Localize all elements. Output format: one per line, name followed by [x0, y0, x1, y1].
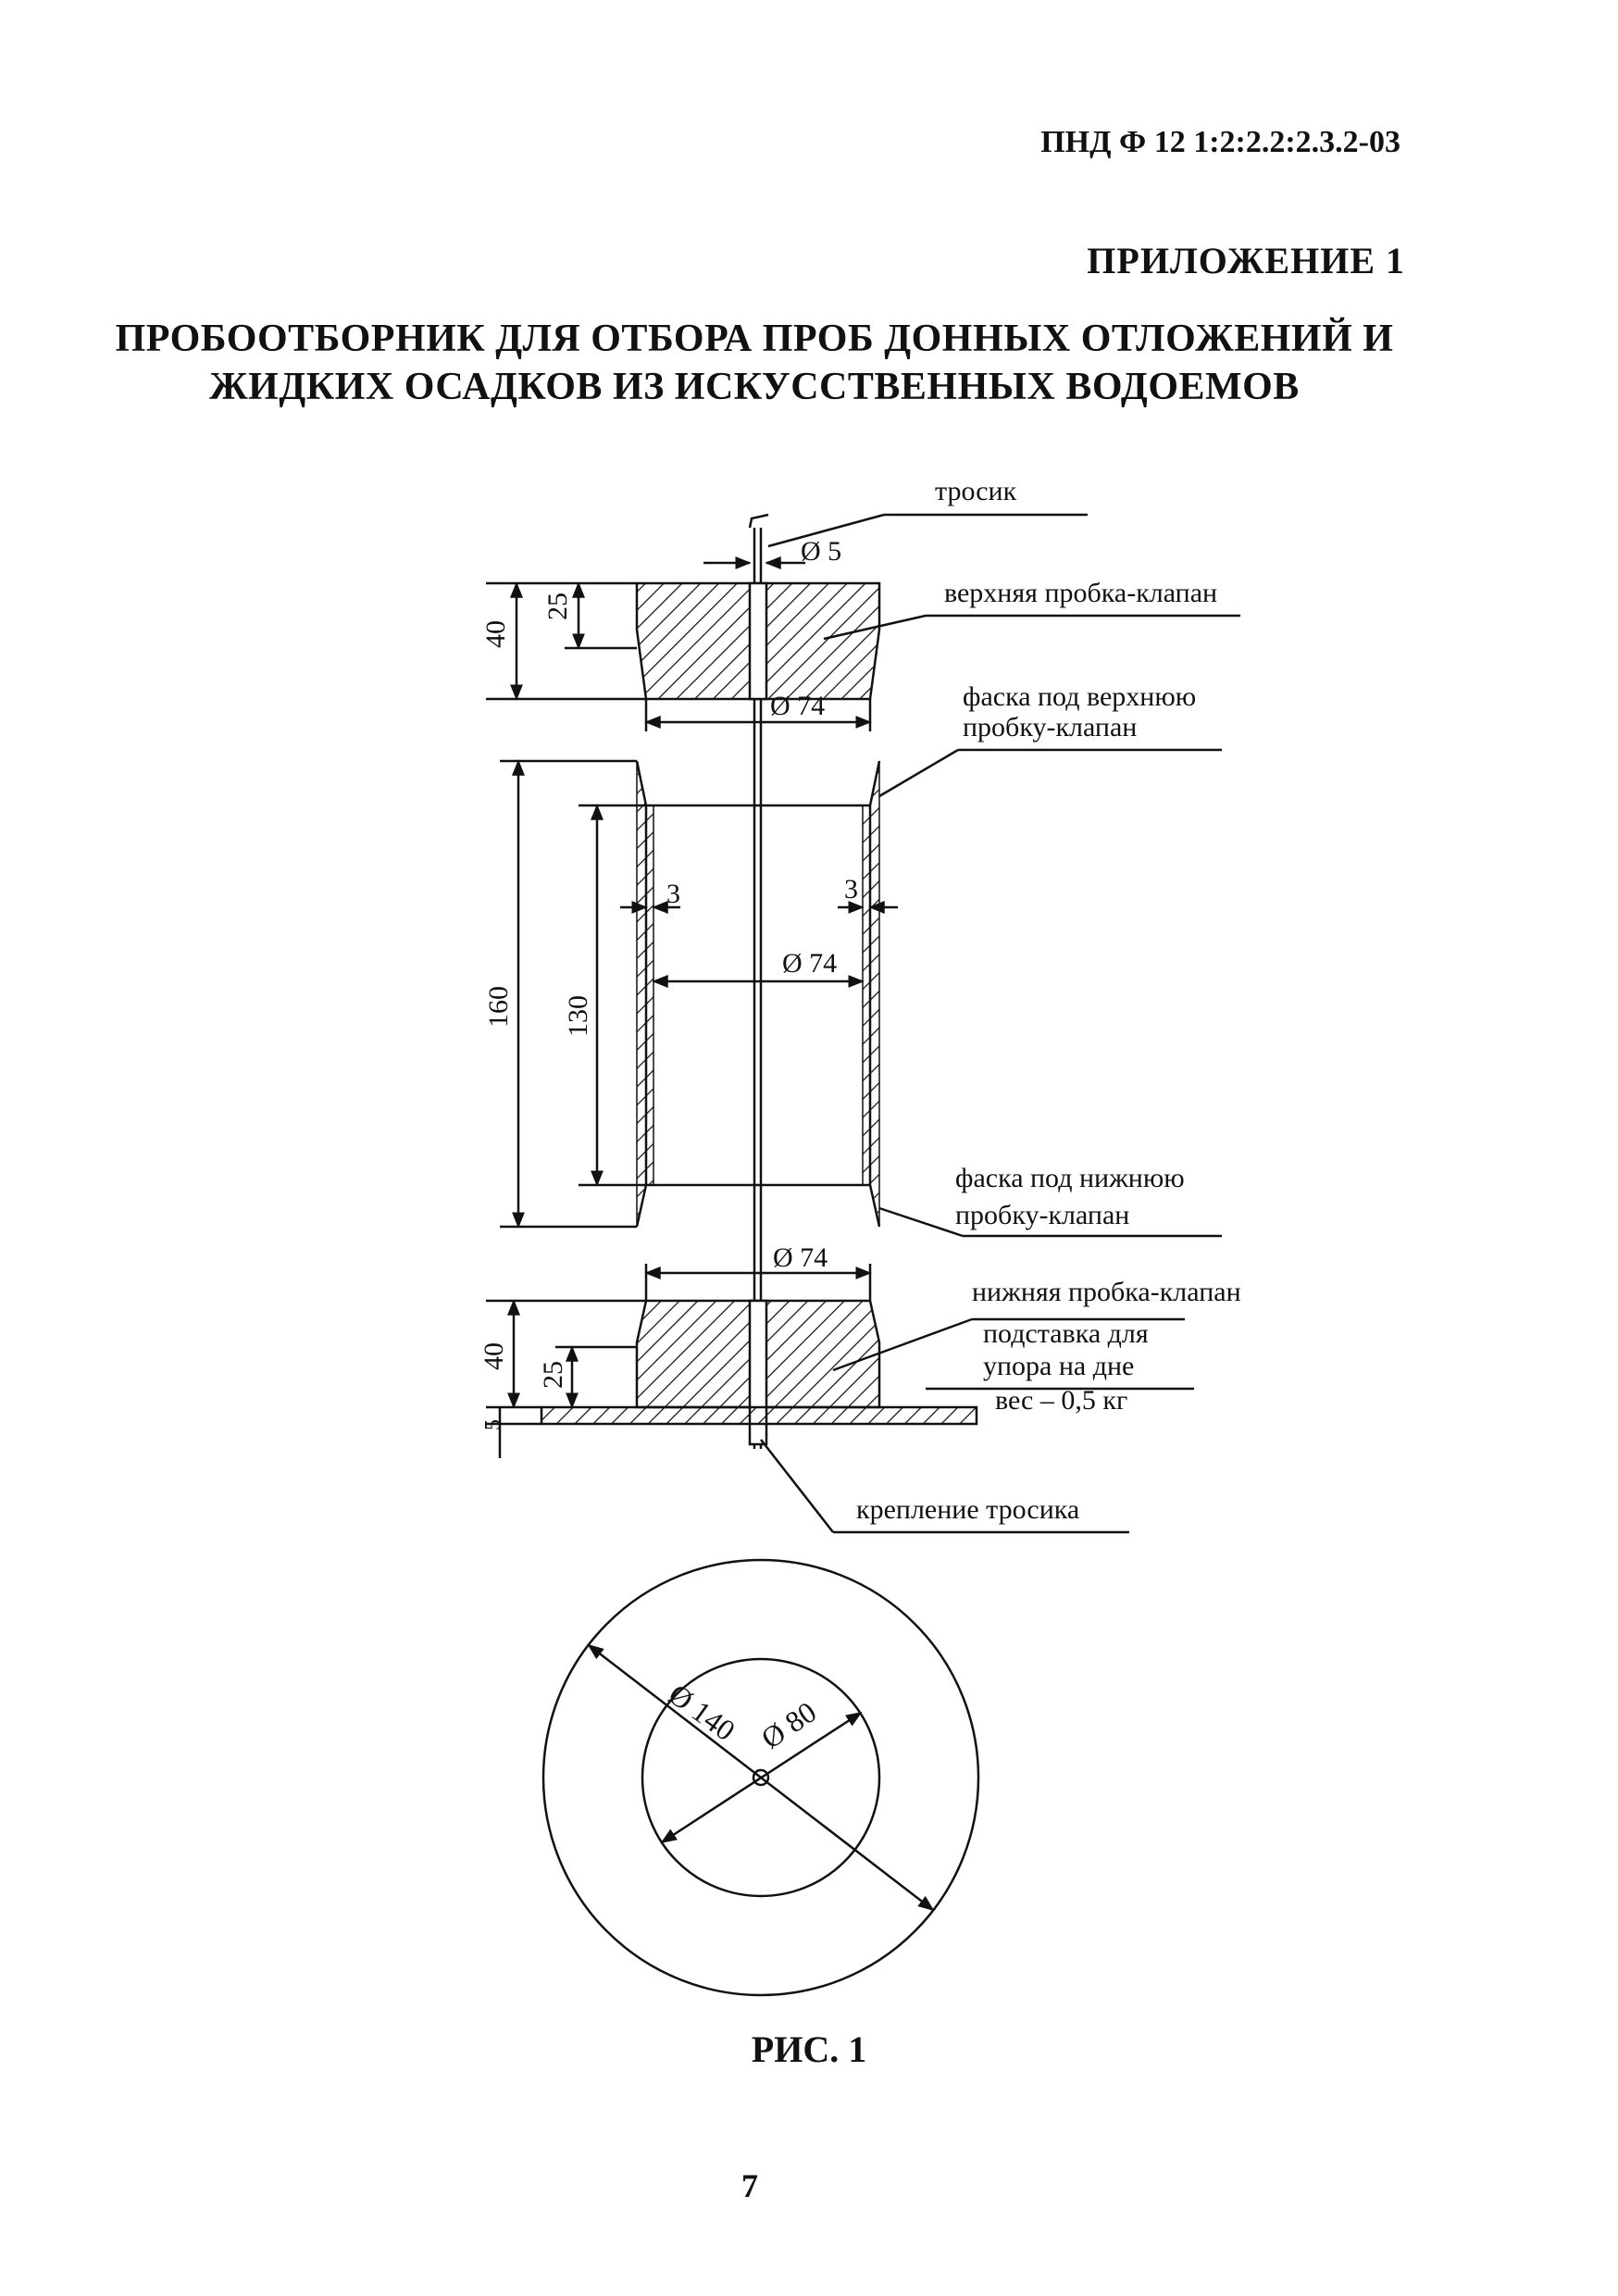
- label-upper-plug: верхняя пробка-клапан: [944, 578, 1218, 608]
- appendix-heading: ПРИЛОЖЕНИЕ 1: [1087, 240, 1405, 281]
- label-lower-chamfer-2: пробку-клапан: [955, 1200, 1130, 1230]
- tube: [637, 761, 879, 1227]
- document-code: ПНД Ф 12 1:2:2.2:2.3.2-03: [1040, 125, 1400, 159]
- base-plan-view: [543, 1560, 978, 1995]
- label-cable: тросик: [935, 476, 1017, 506]
- dim-lower-plug-diameter: Ø 74: [773, 1242, 828, 1273]
- dim-base-outer-diameter: Ø 140: [662, 1677, 742, 1748]
- dim-upper-plug-inner: 25: [542, 593, 573, 620]
- dim-lower-plug-inner: 25: [538, 1361, 568, 1389]
- label-stand-2: упора на дне: [983, 1351, 1135, 1381]
- dim-base-inner-diameter: Ø 80: [754, 1694, 823, 1755]
- title-line-2: ЖИДКИХ ОСАДКОВ ИЗ ИСКУССТВЕННЫХ ВОДОЕМОВ: [209, 366, 1300, 408]
- dim-lower-plug-height: 40: [479, 1342, 509, 1370]
- label-lower-chamfer-1: фаска под нижнюю: [955, 1163, 1185, 1193]
- upper-plug: [637, 583, 879, 699]
- page-number: 7: [741, 2167, 758, 2204]
- dim-tube-height: 160: [483, 986, 514, 1028]
- label-upper-chamfer-1: фаска под верхнюю: [963, 681, 1197, 712]
- dim-wall-left: 3: [666, 879, 680, 909]
- label-cable-mount: крепление тросика: [856, 1494, 1080, 1525]
- dim-tube-diameter: Ø 74: [782, 948, 838, 979]
- dim-upper-plug-diameter: Ø 74: [770, 691, 826, 721]
- dim-cable-diameter: Ø 5: [801, 536, 842, 567]
- dim-tube-inner-height: 130: [563, 995, 593, 1037]
- figure-caption: РИС. 1: [751, 2028, 867, 2070]
- title-line-1: ПРОБООТБОРНИК ДЛЯ ОТБОРА ПРОБ ДОННЫХ ОТЛОЖЕНИЙ И: [115, 318, 1394, 360]
- dim-stand-thickness: 5: [481, 1419, 505, 1430]
- dim-upper-plug-height: 40: [480, 620, 511, 648]
- label-stand-1: подставка для: [983, 1318, 1149, 1349]
- base-stand: [541, 1407, 977, 1424]
- dim-wall-right: 3: [844, 874, 858, 905]
- label-upper-chamfer-2: пробку-клапан: [963, 712, 1138, 742]
- label-stand-3: вес – 0,5 кг: [995, 1385, 1128, 1416]
- label-lower-plug: нижняя пробка-клапан: [972, 1277, 1241, 1307]
